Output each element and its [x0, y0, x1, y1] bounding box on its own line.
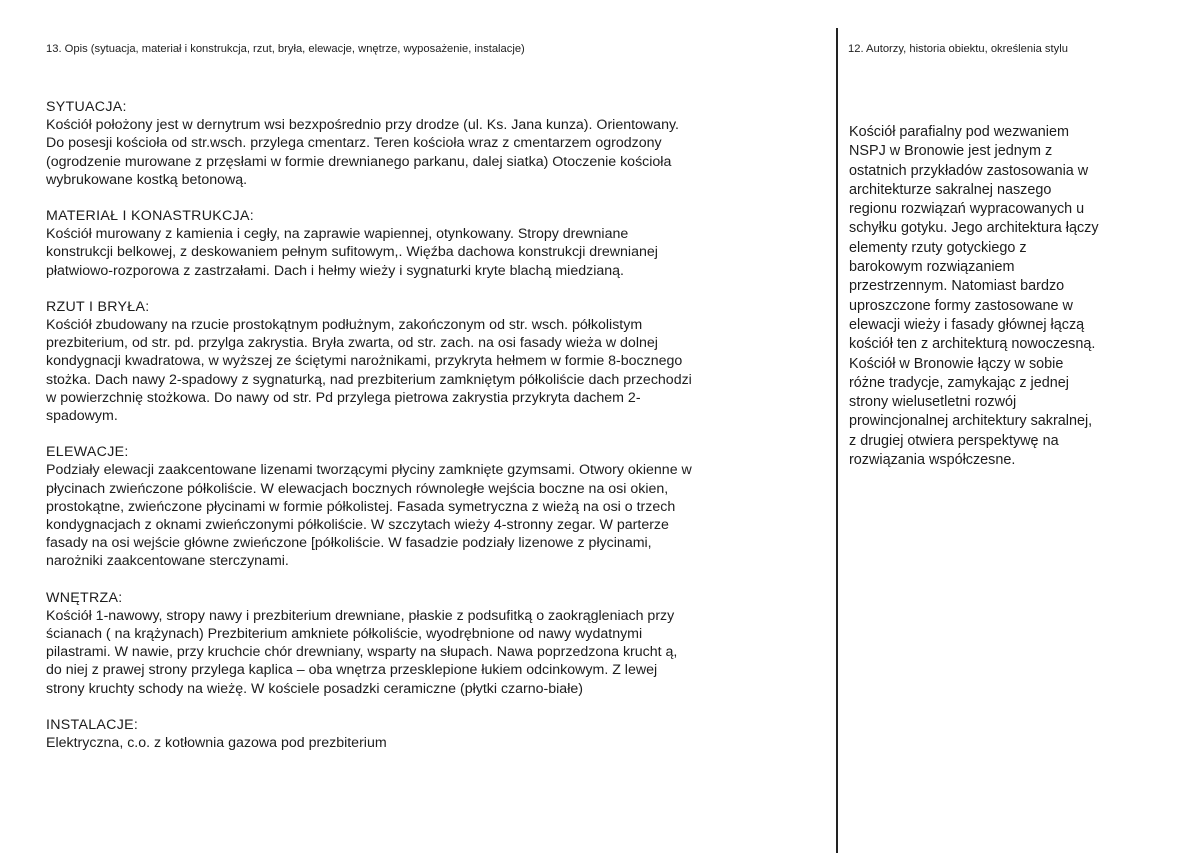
- history-text-line: kościół ten z architekturą nowoczesną.: [849, 336, 1096, 353]
- section-text-line: Kościół zbudowany na rzucie prostokątnym podłużnym, zakończonym od str. wsch. półkolistym: [46, 317, 643, 334]
- history-text-line: rozwiązania współczesne.: [849, 452, 1016, 469]
- section-text-line: Do posesji kościoła od str.wsch. przylega cmentarz. Teren kościoła wraz z cmentarzem ogrodzony: [46, 135, 662, 152]
- history-text-line: barokowym rozwiązaniem: [849, 259, 1015, 276]
- description-column: [46, 0, 836, 853]
- history-text-line: strony wielusetletni rozwój: [849, 394, 1017, 411]
- section: [46, 716, 836, 752]
- section-text-line: ścianach ( na krążynach) Prezbiterium amkniete półkoliście, wyodrębnione od nawy wydatnymi: [46, 626, 643, 643]
- section-text-line: fasady na osi wejście główne zwieńczone [półkoliście. W fasadzie podziały lizenowe z płycinami,: [46, 535, 652, 552]
- section-text-line: Kościół 1-nawowy, stropy nawy i prezbiterium drewniane, płaskie z podsufitką o zaokrągleniach przy: [46, 607, 675, 624]
- history-text-line: z drugiej otwiera perspektywę na: [849, 432, 1059, 449]
- history-column: [849, 0, 1189, 853]
- history-header: 12. Autorzy, historia obiektu, określenia stylu: [848, 43, 1068, 55]
- history-text-line: prowincjonalnej architektury sakralnej,: [849, 413, 1093, 430]
- section-text-line: strony kruchty schody na wieżę. W kościele posadzki ceramiczne (płytki czarno-białe): [46, 680, 583, 697]
- section-text-line: w powierzchnię stożkowa. Do nawy od str. Pd przylega pietrowa zakrystia przykryta dachem 2-: [46, 389, 641, 406]
- section-title: RZUT I BRYŁA:: [46, 298, 150, 315]
- section-text-line: płycinach zwieńczone półkoliście. W elewacjach bocznych równoległe wejścia boczne na osi okien,: [46, 480, 669, 497]
- section-text-line: prezbiterium, od str. pd. przylga zakrystia. Bryła zwarta, od str. zach. na osi fasady wieża w dolnej: [46, 335, 658, 352]
- history-text-line: różne tradycje, zamykając z jednej: [849, 374, 1069, 391]
- section-text-line: wybrukowane kostką betonową.: [46, 171, 248, 188]
- section-text-line: konstrukcji belkowej, z deskowaniem pełnym sufitowym,. Więźba dachowa konstrukcji drewnianej: [46, 244, 658, 261]
- section-text-line: prostokątne, zwieńczone płycinami w formie półkolistej. Fasada symetryczna z wieżą na osi o trzech: [46, 498, 676, 515]
- section-text-line: stożka. Dach nawy 2-spadowy z sygnaturką, nad prezbiterium zamkniętym półkoliście dach przechodzi: [46, 371, 692, 388]
- history-text-line: Kościół parafialny pod wezwaniem: [849, 124, 1069, 140]
- history-text-line: elewacji wieży i fasady głównej łączą: [849, 316, 1085, 333]
- description-sections: [46, 98, 836, 770]
- history-text-line: elementy rzuty gotyckiego z: [849, 239, 1027, 256]
- section: [46, 443, 836, 570]
- history-text-line: architekturze sakralnej naszego: [849, 181, 1052, 198]
- section-text-line: Podziały elewacji zaakcentowane lizenami tworzącymi płyciny zamknięte gzymsami. Otwory okienne w: [46, 462, 692, 479]
- section-title: INSTALACJE:: [46, 716, 139, 733]
- section-text-line: Elektryczna, c.o. z kotłownia gazowa pod prezbiterium: [46, 735, 387, 752]
- history-text: [849, 123, 1189, 470]
- section: [46, 207, 836, 280]
- history-text-line: NSPJ w Bronowie jest jednym z: [849, 143, 1053, 160]
- description-header: 13. Opis (sytuacja, materiał i konstrukcja, rzut, bryła, elewacje, wnętrze, wyposażenie, instalacje): [46, 43, 525, 55]
- section-text-line: pilastrami. W nawie, przy kruchcie chór drewniany, wsparty na słupach. Nawa poprzedzona krucht ą,: [46, 644, 678, 661]
- section-title: SYTUACJA:: [46, 99, 127, 115]
- section-text-line: Kościół położony jest w dernytrum wsi bezxpośrednio przy drodze (ul. Ks. Jana kunza). Orientowany.: [46, 117, 679, 134]
- section-text-line: do niej z prawej strony przylega kaplica – oba wnętrza przesklepione łukiem odcinkowym. Z lewej: [46, 662, 658, 679]
- column-divider: [836, 28, 838, 853]
- section-text-line: narożniki zaakcentowane sterczynami.: [46, 553, 289, 570]
- section-title: ELEWACJE:: [46, 444, 129, 461]
- section-text-line: spadowym.: [46, 408, 118, 425]
- section-text-line: płatwiowo-rozporowa z zastrzałami. Dach i hełmy wieży i sygnaturki kryte blachą miedzianą.: [46, 262, 624, 279]
- history-text-line: ostatnich przykładów zastosowania w: [849, 162, 1089, 179]
- section: [46, 589, 836, 698]
- history-text-line: Kościół w Bronowie łączy w sobie: [849, 355, 1064, 372]
- section-title: MATERIAŁ I KONASTRUKCJA:: [46, 208, 254, 225]
- history-text-line: regionu rozwiązań wypracowanych u: [849, 201, 1085, 218]
- section: [46, 298, 836, 425]
- history-text-line: schyłku gotyku. Jego architektura łączy: [849, 220, 1099, 237]
- section-text-line: (ogrodzenie murowane z przęsłami w formie drewnianego parkanu, dalej siatka) Otoczenie kościoła: [46, 153, 672, 170]
- history-text-line: przestrzennym. Natomiast bardzo: [849, 278, 1065, 295]
- history-text-line: uproszczone formy zastosowane w: [849, 297, 1073, 314]
- section-text-line: kondygnacji kwadratowa, w wyższej ze ściętymi narożnikami, przykryta hełmem w formie 8-bocznego: [46, 353, 683, 370]
- section-title: WNĘTRZA:: [46, 589, 123, 606]
- section-text-line: Kościół murowany z kamienia i cegły, na zaprawie wapiennej, otynkowany. Stropy drewniane: [46, 226, 629, 243]
- section: [46, 98, 836, 189]
- section-text-line: kondygnacjach z oknami zwieńczonymi półkoliście. W szczytach wieży 4-stronny zegar. W parterze: [46, 517, 669, 534]
